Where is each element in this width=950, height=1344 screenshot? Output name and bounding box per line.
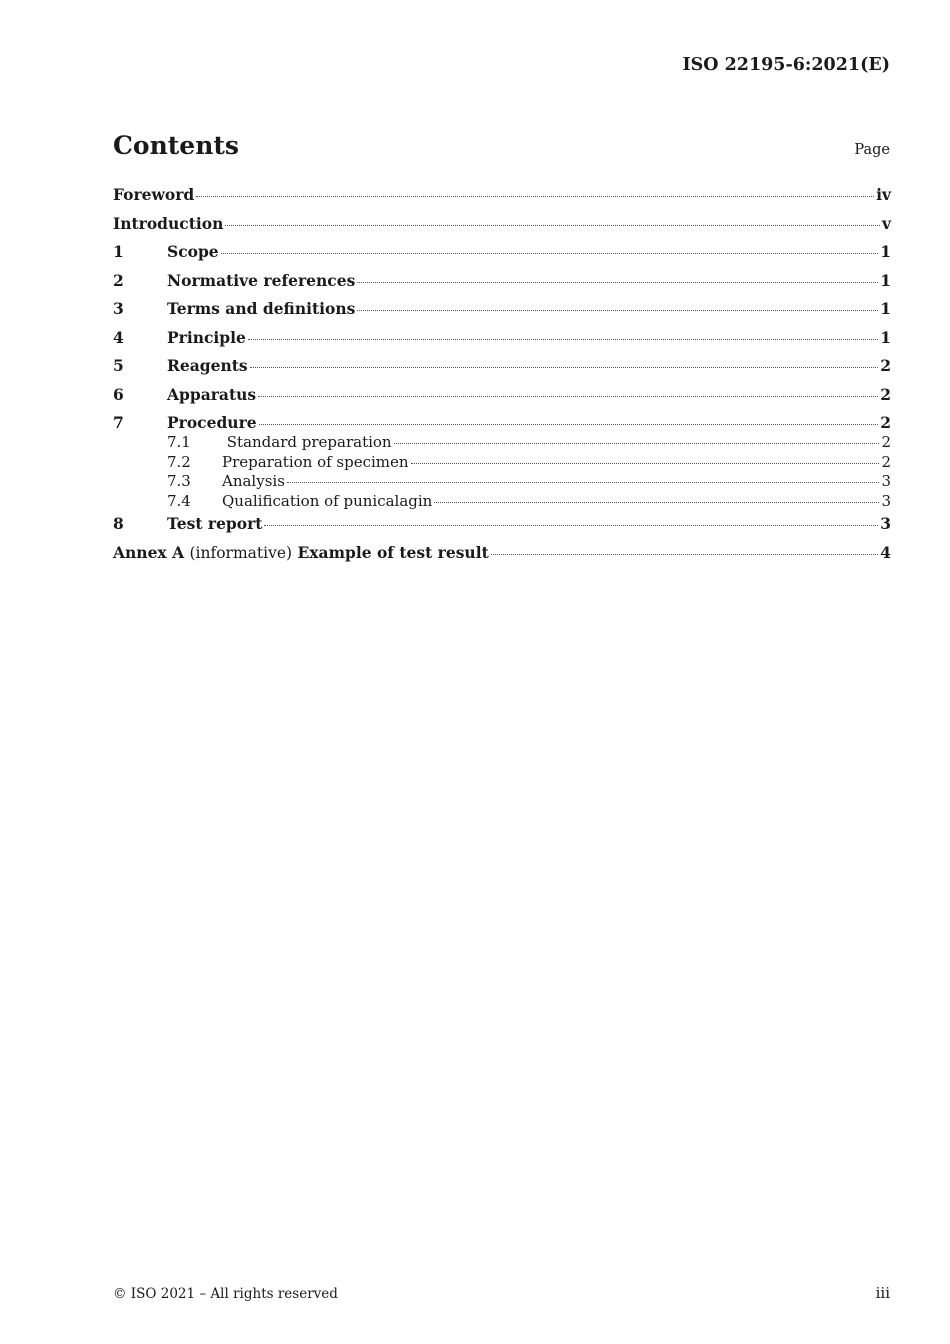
toc-entry-number: 8 xyxy=(113,514,124,533)
toc-entry-number: 3 xyxy=(113,299,124,318)
toc-subentry-preparation-of-specimen[interactable] xyxy=(113,453,891,473)
toc-entry-page: 2 xyxy=(880,356,891,375)
toc-entry-number: 6 xyxy=(113,384,124,404)
toc-subentry-number: 7.2 xyxy=(167,452,191,471)
toc-entry-title: Introduction xyxy=(113,213,224,233)
toc-entry-number: 2 xyxy=(113,270,124,290)
toc-entry-page: 4 xyxy=(880,542,891,562)
toc-subentry-analysis[interactable] xyxy=(113,472,891,492)
dot-leader xyxy=(250,367,879,368)
toc-subentry-number: 7.4 xyxy=(167,491,191,510)
annex-type: (informative) xyxy=(189,543,293,562)
toc-entry-number: 5 xyxy=(113,356,124,375)
dot-leader xyxy=(259,424,879,425)
toc-entry-page: 2 xyxy=(880,384,891,404)
toc-subentry-number: 7.3 xyxy=(167,472,191,490)
toc-entry-reagents[interactable] xyxy=(113,356,891,385)
toc-subentry-standard-preparation[interactable] xyxy=(113,433,891,453)
toc-entry-page: 2 xyxy=(880,413,891,432)
toc-entry-principle[interactable] xyxy=(113,328,891,357)
toc-entry-test-report[interactable] xyxy=(113,514,891,543)
toc-entry-number: 1 xyxy=(113,242,124,261)
toc-entry-number: 7 xyxy=(113,413,124,432)
toc-entry-page: iv xyxy=(876,185,891,204)
page-number: iii xyxy=(875,1284,890,1302)
toc-entry-page: v xyxy=(881,213,891,233)
toc-annex-title xyxy=(113,543,489,562)
toc-entry-title: Apparatus xyxy=(167,384,257,404)
toc-entry-procedure[interactable] xyxy=(113,413,891,433)
dot-leader xyxy=(357,282,878,283)
toc-subentry-page: 3 xyxy=(881,491,891,510)
toc-entry-page: 1 xyxy=(880,299,891,318)
dot-leader xyxy=(357,310,878,311)
toc-entry-title: Terms and definitions xyxy=(167,299,356,318)
dot-leader xyxy=(264,525,878,526)
dot-leader xyxy=(196,196,874,197)
toc-entry-title: Test report xyxy=(167,514,263,533)
toc-subentry-page: 2 xyxy=(881,452,891,471)
toc-entry-terms-and-definitions[interactable] xyxy=(113,299,891,328)
annex-label: Annex A xyxy=(113,542,185,562)
toc-entry-title: Procedure xyxy=(167,413,257,432)
toc-subentry-title: Qualification of punicalagin xyxy=(222,491,433,510)
toc-heading: Contents xyxy=(113,131,240,160)
toc-entry-apparatus[interactable] xyxy=(113,385,891,414)
toc-subentry-page: 3 xyxy=(881,472,891,490)
page-column-label: Page xyxy=(854,142,890,158)
dot-leader xyxy=(248,339,878,340)
dot-leader xyxy=(225,225,880,226)
annex-title: Example of test result xyxy=(297,542,489,562)
toc-entry-page: 1 xyxy=(880,327,891,347)
dot-leader xyxy=(491,554,878,555)
toc-entry-introduction[interactable] xyxy=(113,214,891,243)
toc-entry-page: 1 xyxy=(880,242,891,261)
toc-entry-title: Foreword xyxy=(113,185,195,204)
dot-leader xyxy=(434,502,879,503)
toc-entry-foreword[interactable] xyxy=(113,185,891,214)
toc-entry-annex-a[interactable] xyxy=(113,543,891,572)
toc-subentry-title: Analysis xyxy=(222,472,285,490)
toc-entry-scope[interactable] xyxy=(113,242,891,271)
toc-entry-number: 4 xyxy=(113,327,124,347)
toc-entry-title: Reagents xyxy=(167,356,248,375)
dot-leader xyxy=(221,253,879,254)
copyright-notice: © ISO 2021 – All rights reserved xyxy=(113,1286,338,1302)
toc-entry-page: 3 xyxy=(880,514,891,533)
dot-leader xyxy=(411,463,880,464)
dot-leader xyxy=(258,396,878,397)
document-id: ISO 22195-6:2021(E) xyxy=(682,55,890,75)
toc-entry-title: Scope xyxy=(167,242,219,261)
toc-entry-title: Normative references xyxy=(167,270,356,290)
toc-subentry-title: Preparation of specimen xyxy=(222,452,409,471)
toc-entry-title: Principle xyxy=(167,327,246,347)
dot-leader xyxy=(287,482,880,483)
toc-subentry-title: Standard preparation xyxy=(222,433,392,451)
toc-entry-page: 1 xyxy=(880,270,891,290)
toc-subentry-number: 7.1 xyxy=(167,433,191,451)
toc-entry-normative-references[interactable] xyxy=(113,271,891,300)
toc-subentry-qualification-of-punicalagin[interactable] xyxy=(113,492,891,512)
dot-leader xyxy=(394,443,880,444)
toc-subentry-page: 2 xyxy=(881,433,891,451)
table-of-contents xyxy=(113,185,891,571)
